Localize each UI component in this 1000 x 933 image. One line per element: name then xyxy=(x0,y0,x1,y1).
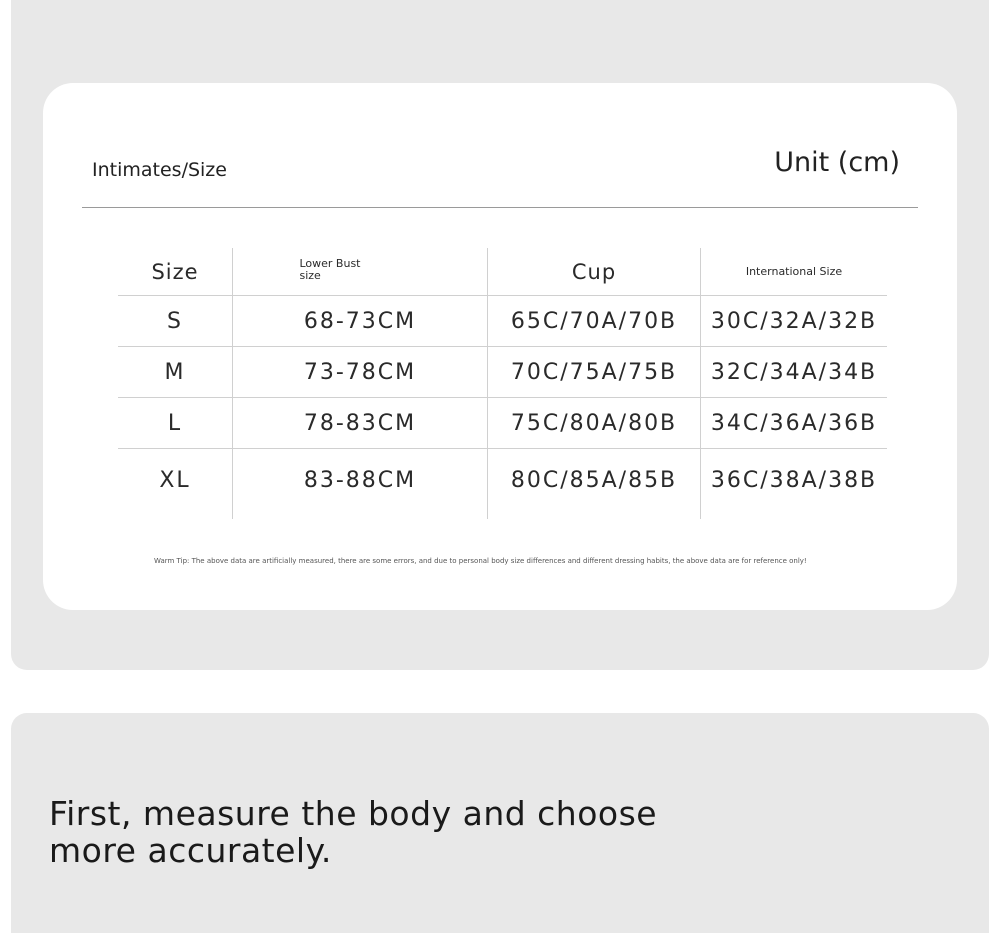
cell-lower-bust: 73-78CM xyxy=(233,347,488,398)
size-chart-title: Intimates/Size xyxy=(92,159,227,181)
cell-international: 34C/36A/36B xyxy=(701,398,888,449)
header-size: Size xyxy=(151,259,199,284)
cell-lower-bust: 68-73CM xyxy=(233,296,488,347)
cell-cup: 70C/75A/75B xyxy=(488,347,701,398)
cell-size: S xyxy=(118,296,233,347)
cell-size: XL xyxy=(118,449,233,520)
table-row xyxy=(118,296,887,347)
cell-lower-bust: 83-88CM xyxy=(233,449,488,520)
measure-headline: First, measure the body and choose more accurately. xyxy=(49,794,658,870)
title-divider xyxy=(82,207,918,208)
header-cup: Cup xyxy=(488,248,701,296)
size-table xyxy=(118,248,887,519)
header-international-size: International Size xyxy=(701,248,888,296)
size-chart-card xyxy=(43,83,957,610)
header-lower-bust: Lower Bust size xyxy=(233,248,488,296)
unit-label: Unit (cm) xyxy=(774,147,900,178)
cell-cup: 75C/80A/80B xyxy=(488,398,701,449)
warm-tip: Warm Tip: The above data are artificially measured, there are some errors, and due to personal body size differences and different dressing habits, the above data are for reference only! xyxy=(154,557,807,565)
table-row xyxy=(118,398,887,449)
cell-international: 30C/32A/32B xyxy=(701,296,888,347)
bottom-panel xyxy=(11,713,989,933)
cell-cup: 80C/85A/85B xyxy=(488,449,701,520)
table-row xyxy=(118,347,887,398)
cell-size: M xyxy=(118,347,233,398)
cell-cup: 65C/70A/70B xyxy=(488,296,701,347)
cell-international: 32C/34A/34B xyxy=(701,347,888,398)
cell-international: 36C/38A/38B xyxy=(701,449,888,520)
cell-size: L xyxy=(118,398,233,449)
table-header-row xyxy=(118,248,887,296)
cell-lower-bust: 78-83CM xyxy=(233,398,488,449)
table-row xyxy=(118,449,887,520)
